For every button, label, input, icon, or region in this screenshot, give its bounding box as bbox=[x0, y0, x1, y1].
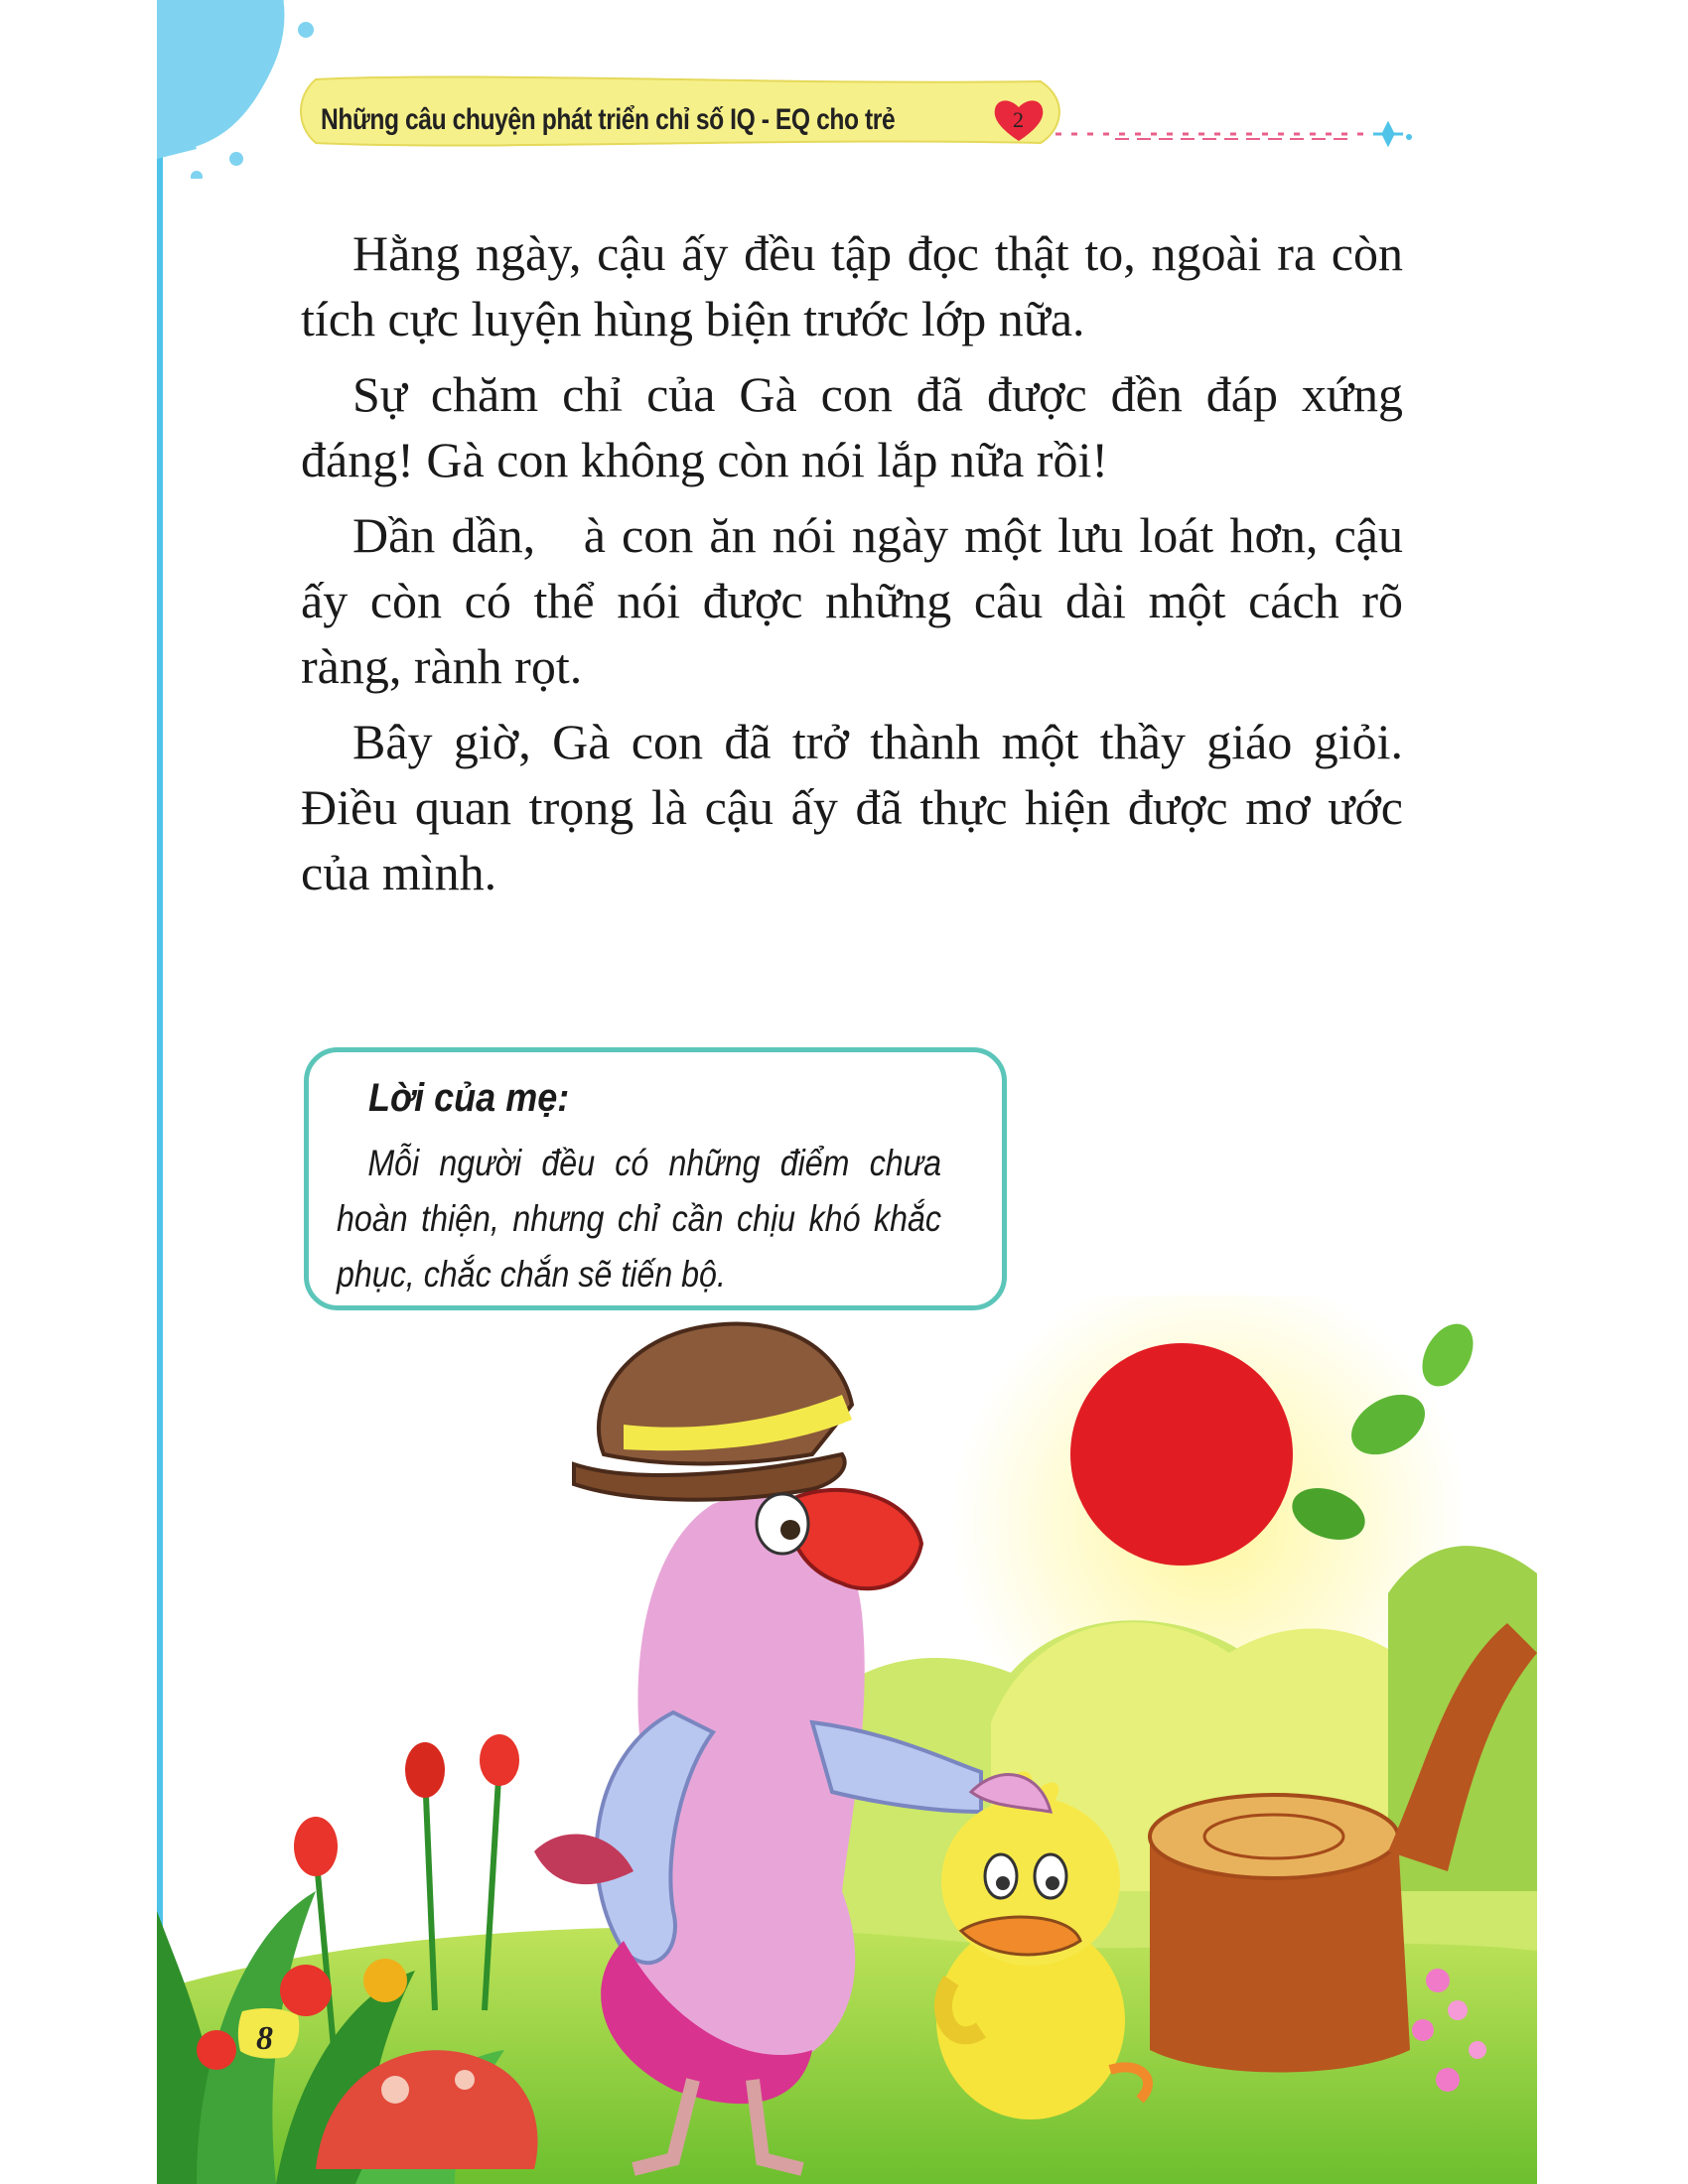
mother-note-box bbox=[304, 1047, 1007, 1310]
sun bbox=[1070, 1343, 1293, 1566]
header-dotted-line bbox=[1055, 119, 1413, 149]
story-paragraph: Hằng ngày, cậu ấy đều tập đọc thật to, ngoài ra còn tích cực luyện hùng biện trước lớp nữa. bbox=[301, 225, 1403, 346]
header-title: Những câu chuyện phát triển chỉ số IQ - EQ cho trẻ bbox=[321, 103, 896, 136]
story-illustration bbox=[157, 1296, 1537, 2184]
story-paragraph: Dần dần, à con ăn nói ngày một lưu loát hơn, cậu ấy còn có thể nói được những câu dài một cách rõ ràng, rành rọt. bbox=[301, 507, 1416, 694]
note-body: Mỗi người đều có những điểm chưa hoàn thiện, nhưng chỉ cần chịu khó khắc phục, chắc chắn sẽ tiến bộ. bbox=[337, 1143, 941, 1295]
story-paragraph: Sự chăm chỉ của Gà con đã được đền đáp xứng đáng! Gà con không còn nói lắp nữa rồi! bbox=[301, 366, 1403, 487]
book-page bbox=[157, 0, 1537, 2184]
story-text bbox=[301, 220, 1416, 915]
note-title: Lời của mẹ: bbox=[368, 1076, 570, 1120]
chapter-number: 2 bbox=[1013, 107, 1024, 132]
story-paragraph: Bây giờ, Gà con đã trở thành một thầy giáo giỏi. Điều quan trọng là cậu ấy đã thực hiện được mơ ước của mình. bbox=[301, 714, 1403, 900]
page-number: 8 bbox=[256, 2020, 273, 2057]
